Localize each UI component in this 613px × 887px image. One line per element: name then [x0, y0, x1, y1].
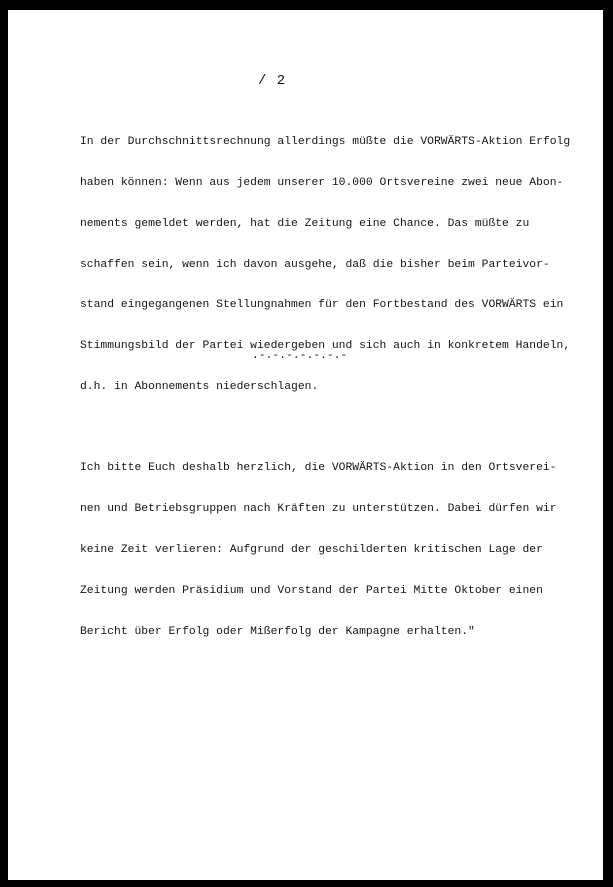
text-line: nements gemeldet werden, hat die Zeitung eine Chance. Das müßte zu [80, 217, 530, 230]
letter-body [80, 109, 590, 680]
text-line: Ich bitte Euch deshalb herzlich, die VORWÄRTS-Aktion in den Ortsverei- [80, 462, 557, 475]
text-line: d.h. in Abonnements niederschlagen. [80, 380, 319, 393]
text-line: Stimmungsbild der Partei wiedergeben und sich auch in konkretem Handeln, [80, 340, 571, 353]
section-separator: .-.-.-.-.-.-.- [252, 350, 348, 362]
text-line: schaffen sein, wenn ich davon ausgehe, daß die bisher beim Parteivor- [80, 258, 550, 271]
paragraph-2 [80, 435, 590, 666]
text-line: In der Durchschnittsrechnung allerdings müßte die VORWÄRTS-Aktion Erfolg [80, 136, 571, 149]
paragraph-1 [80, 109, 590, 422]
text-line: keine Zeit verlieren: Aufgrund der geschilderten kritischen Lage der [80, 544, 543, 556]
text-line: Zeitung werden Präsidium und Vorstand der Partei Mitte Oktober einen [80, 584, 543, 597]
text-line: haben können: Wenn aus jedem unserer 10.000 Ortsvereine zwei neue Abon- [80, 176, 564, 189]
text-line: Bericht über Erfolg oder Mißerfolg der Kampagne erhalten." [80, 625, 475, 638]
document-page [8, 10, 603, 880]
text-line: stand eingegangenen Stellungnahmen für den Fortbestand des VORWÄRTS ein [80, 299, 564, 312]
page-number: / 2 [258, 73, 287, 89]
text-line: nen und Betriebsgruppen nach Kräften zu unterstützen. Dabei dürfen wir [80, 503, 557, 516]
